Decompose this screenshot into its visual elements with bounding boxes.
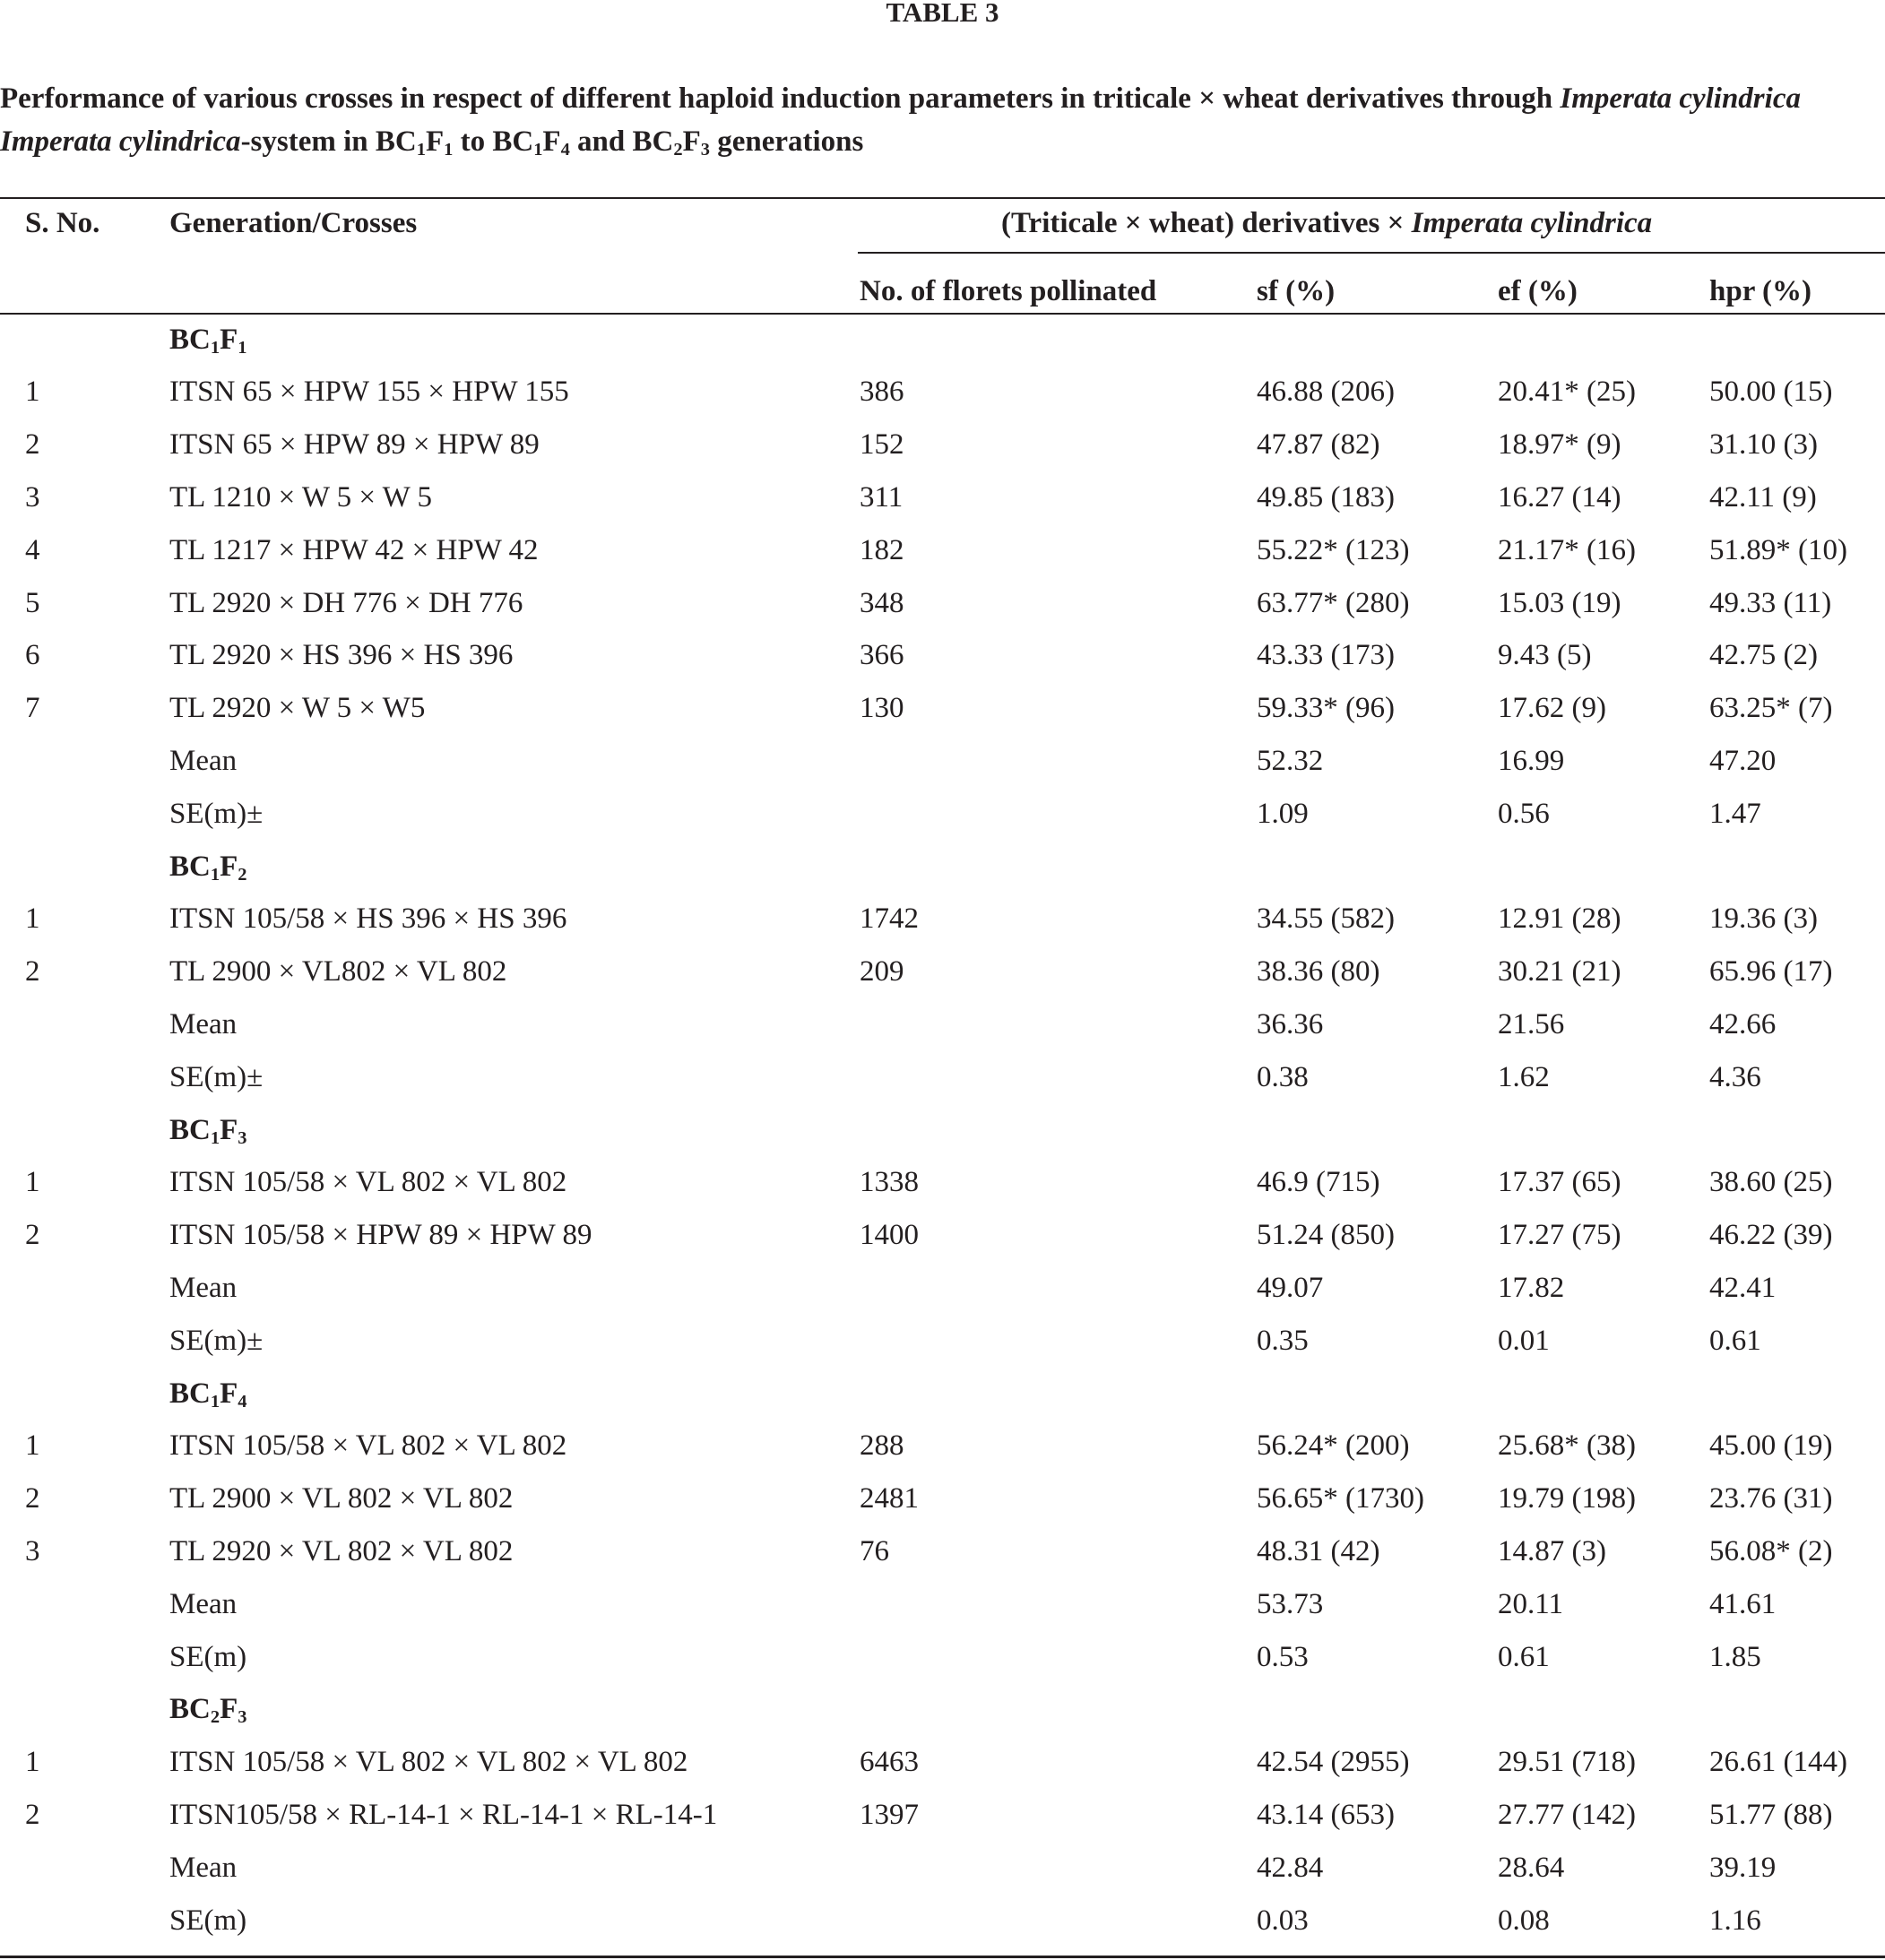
cell-hpr: 51.77 (88)	[1709, 1798, 1833, 1831]
cell-sno: 1	[25, 376, 40, 409]
cell-ef: 12.91 (28)	[1498, 902, 1621, 936]
cell-ef: 30.21 (21)	[1498, 955, 1621, 989]
cell-ef: 19.79 (198)	[1498, 1482, 1636, 1515]
cell-sno: 2	[25, 1798, 40, 1831]
cell-sno: 3	[25, 1534, 40, 1567]
cell-ef: 25.68* (38)	[1498, 1429, 1636, 1463]
cell-sf: 56.65* (1730)	[1257, 1482, 1424, 1515]
cell-hpr: 26.61 (144)	[1709, 1746, 1847, 1779]
cell-hpr: 23.76 (31)	[1709, 1482, 1833, 1515]
cell-hpr: 63.25* (7)	[1709, 692, 1833, 725]
cell-ef: 29.51 (718)	[1498, 1746, 1636, 1779]
header-bottom-rule	[0, 313, 1885, 315]
cell-cross: TL 2900 × VL802 × VL 802	[169, 955, 507, 989]
cell-hpr: 1.16	[1709, 1904, 1761, 1937]
cell-sf: 0.38	[1257, 1060, 1309, 1093]
cell-hpr: 42.75 (2)	[1709, 639, 1818, 672]
cell-cross: ITSN105/58 × RL-14-1 × RL-14-1 × RL-14-1	[169, 1798, 718, 1831]
cell-cross: ITSN 105/58 × VL 802 × VL 802	[169, 1166, 567, 1199]
cell-florets: 366	[860, 639, 904, 672]
cell-florets: 386	[860, 376, 904, 409]
cell-cross: TL 2920 × W 5 × W5	[169, 692, 426, 725]
cell-florets: 1397	[860, 1798, 919, 1831]
cell-cross: TL 1210 × W 5 × W 5	[169, 480, 432, 514]
cell-sno: 2	[25, 1219, 40, 1252]
cell-hpr: 19.36 (3)	[1709, 902, 1818, 936]
cell-sno: 2	[25, 1482, 40, 1515]
header-florets: No. of florets pollinated	[860, 275, 1157, 307]
cell-ef: 0.08	[1498, 1904, 1550, 1937]
cell-cross: Mean	[169, 1587, 238, 1620]
cell-cross: TL 2920 × HS 396 × HS 396	[169, 639, 514, 672]
cell-sno: 1	[25, 1746, 40, 1779]
cell-cross: Mean	[169, 744, 238, 777]
header-sf: sf (%)	[1257, 275, 1336, 307]
cell-hpr: 0.61	[1709, 1324, 1761, 1357]
cell-hpr: 1.47	[1709, 797, 1761, 830]
table-bottom-rule	[0, 1956, 1885, 1958]
cell-cross: ITSN 105/58 × VL 802 × VL 802 × VL 802	[169, 1746, 688, 1779]
cell-ef: 18.97* (9)	[1498, 428, 1621, 462]
cell-ef: 0.61	[1498, 1640, 1550, 1673]
cell-ef: 0.01	[1498, 1324, 1550, 1357]
cell-sno: 3	[25, 480, 40, 514]
cell-hpr: 56.08* (2)	[1709, 1534, 1833, 1567]
cell-florets: 130	[860, 692, 904, 725]
cell-sf: 36.36	[1257, 1007, 1324, 1040]
cell-sf: 34.55 (582)	[1257, 902, 1395, 936]
cell-sno: 7	[25, 692, 40, 725]
cell-florets: 76	[860, 1534, 889, 1567]
cell-sno: 1	[25, 1166, 40, 1199]
cell-sf: 49.85 (183)	[1257, 480, 1395, 514]
cell-florets: 311	[860, 480, 904, 514]
cell-hpr: 49.33 (11)	[1709, 586, 1832, 619]
cell-sno: 6	[25, 639, 40, 672]
cell-ef: 16.27 (14)	[1498, 480, 1621, 514]
cell-ef: 17.37 (65)	[1498, 1166, 1621, 1199]
cell-cross: SE(m)	[169, 1640, 247, 1673]
cell-ef: 20.11	[1498, 1587, 1564, 1620]
cell-sf: 0.53	[1257, 1640, 1309, 1673]
cell-sf: 51.24 (850)	[1257, 1219, 1395, 1252]
cell-florets: 288	[860, 1429, 904, 1463]
cell-sno: 2	[25, 955, 40, 989]
cell-cross: Mean	[169, 1271, 238, 1304]
generation-heading: $BC_1F_1$	[169, 323, 247, 358]
cell-cross: ITSN 105/58 × HS 396 × HS 396	[169, 902, 567, 936]
cell-ef: 28.64	[1498, 1851, 1565, 1884]
cell-sf: 0.35	[1257, 1324, 1309, 1357]
header-sno: S. No.	[25, 207, 100, 239]
group-header-rule	[858, 252, 1885, 254]
generation-heading: $BC_1F_4$	[169, 1377, 247, 1412]
cell-hpr: 4.36	[1709, 1060, 1761, 1093]
cell-sf: 38.36 (80)	[1257, 955, 1380, 989]
header-group: (Triticale × wheat) derivatives × Imperata cylindrica	[1001, 207, 1653, 239]
cell-cross: ITSN 65 × HPW 155 × HPW 155	[169, 376, 569, 409]
cell-sf: 47.87 (82)	[1257, 428, 1380, 462]
cell-hpr: 65.96 (17)	[1709, 955, 1833, 989]
cell-sf: 56.24* (200)	[1257, 1429, 1410, 1463]
cell-ef: 15.03 (19)	[1498, 586, 1621, 619]
cell-florets: 152	[860, 428, 904, 462]
cell-florets: 6463	[860, 1746, 919, 1779]
table-caption: Performance of various crosses in respect of different haploid induction parameters in triticale × wheat derivatives through Imperata cylindrica Imperata cylindrica-system in $BC_1F_1$ to $BC_1F_4$ and $BC_2F_3$ generations	[0, 82, 1801, 160]
cell-sf: 0.03	[1257, 1904, 1309, 1937]
cell-hpr: 50.00 (15)	[1709, 376, 1833, 409]
cell-hpr: 42.41	[1709, 1271, 1777, 1304]
cell-sf: 63.77* (280)	[1257, 586, 1410, 619]
cell-cross: TL 1217 × HPW 42 × HPW 42	[169, 533, 539, 566]
cell-florets: 1338	[860, 1166, 919, 1199]
cell-cross: TL 2920 × DH 776 × DH 776	[169, 586, 523, 619]
cell-ef: 20.41* (25)	[1498, 376, 1636, 409]
header-ef: ef (%)	[1498, 275, 1578, 307]
cell-sf: 46.88 (206)	[1257, 376, 1395, 409]
cell-cross: Mean	[169, 1007, 238, 1040]
cell-florets: 2481	[860, 1482, 919, 1515]
cell-sno: 1	[25, 1429, 40, 1463]
header-hpr: hpr (%)	[1709, 275, 1812, 307]
cell-hpr: 38.60 (25)	[1709, 1166, 1833, 1199]
cell-sf: 43.33 (173)	[1257, 639, 1395, 672]
cell-sno: 4	[25, 533, 40, 566]
cell-cross: Mean	[169, 1851, 238, 1884]
cell-florets: 1742	[860, 902, 919, 936]
cell-hpr: 42.66	[1709, 1007, 1777, 1040]
cell-sf: 48.31 (42)	[1257, 1534, 1380, 1567]
cell-sno: 5	[25, 586, 40, 619]
cell-cross: SE(m)	[169, 1904, 247, 1937]
cell-cross: TL 2900 × VL 802 × VL 802	[169, 1482, 514, 1515]
cell-ef: 14.87 (3)	[1498, 1534, 1606, 1567]
cell-sno: 2	[25, 428, 40, 462]
cell-hpr: 51.89* (10)	[1709, 533, 1847, 566]
cell-cross: SE(m)±	[169, 1060, 264, 1093]
cell-florets: 348	[860, 586, 904, 619]
cell-cross: TL 2920 × VL 802 × VL 802	[169, 1534, 514, 1567]
cell-hpr: 1.85	[1709, 1640, 1761, 1673]
cell-sf: 46.9 (715)	[1257, 1166, 1380, 1199]
cell-sf: 1.09	[1257, 797, 1309, 830]
cell-sf: 42.84	[1257, 1851, 1324, 1884]
generation-heading: $BC_1F_3$	[169, 1113, 247, 1148]
cell-cross: SE(m)±	[169, 1324, 264, 1357]
cell-ef: 16.99	[1498, 744, 1565, 777]
table-label: TABLE 3	[886, 0, 999, 28]
cell-sf: 59.33* (96)	[1257, 692, 1395, 725]
cell-ef: 17.82	[1498, 1271, 1565, 1304]
cell-ef: 17.62 (9)	[1498, 692, 1606, 725]
cell-florets: 209	[860, 955, 904, 989]
cell-hpr: 41.61	[1709, 1587, 1777, 1620]
cell-ef: 21.56	[1498, 1007, 1565, 1040]
cell-hpr: 31.10 (3)	[1709, 428, 1818, 462]
cell-sf: 43.14 (653)	[1257, 1798, 1395, 1831]
cell-ef: 27.77 (142)	[1498, 1798, 1636, 1831]
cell-sf: 53.73	[1257, 1587, 1324, 1620]
generation-heading: $BC_1F_2$	[169, 850, 247, 885]
cell-ef: 9.43 (5)	[1498, 639, 1592, 672]
cell-cross: SE(m)±	[169, 797, 264, 830]
cell-sf: 52.32	[1257, 744, 1324, 777]
cell-hpr: 45.00 (19)	[1709, 1429, 1833, 1463]
cell-hpr: 39.19	[1709, 1851, 1777, 1884]
cell-cross: ITSN 105/58 × VL 802 × VL 802	[169, 1429, 567, 1463]
cell-sno: 1	[25, 902, 40, 936]
cell-florets: 182	[860, 533, 904, 566]
table-top-rule	[0, 197, 1885, 199]
cell-hpr: 46.22 (39)	[1709, 1219, 1833, 1252]
cell-hpr: 47.20	[1709, 744, 1777, 777]
cell-sf: 42.54 (2955)	[1257, 1746, 1410, 1779]
header-crosses: Generation/Crosses	[169, 207, 418, 239]
cell-sf: 55.22* (123)	[1257, 533, 1410, 566]
generation-heading: $BC_2F_3$	[169, 1693, 247, 1728]
cell-cross: ITSN 105/58 × HPW 89 × HPW 89	[169, 1219, 592, 1252]
cell-ef: 21.17* (16)	[1498, 533, 1636, 566]
cell-sf: 49.07	[1257, 1271, 1324, 1304]
cell-hpr: 42.11 (9)	[1709, 480, 1817, 514]
cell-ef: 1.62	[1498, 1060, 1550, 1093]
cell-cross: ITSN 65 × HPW 89 × HPW 89	[169, 428, 540, 462]
cell-ef: 17.27 (75)	[1498, 1219, 1621, 1252]
cell-ef: 0.56	[1498, 797, 1550, 830]
cell-florets: 1400	[860, 1219, 919, 1252]
